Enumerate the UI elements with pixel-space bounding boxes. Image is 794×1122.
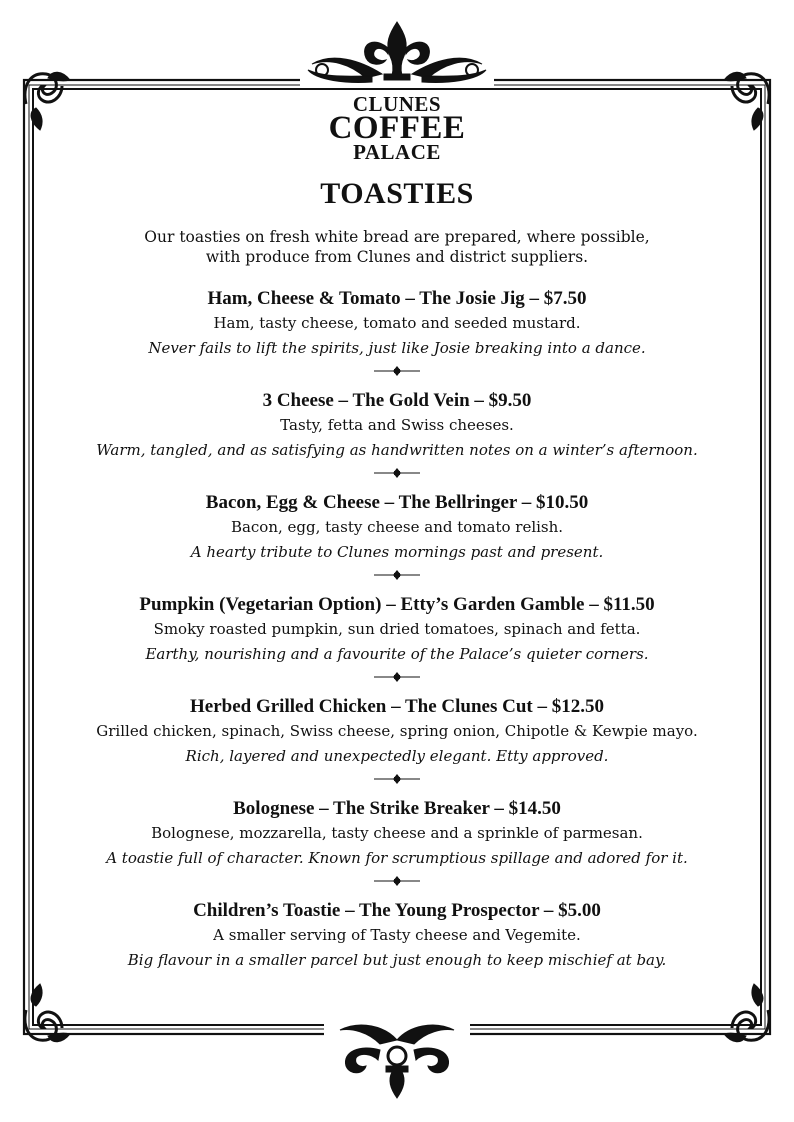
menu-item xyxy=(40,389,754,460)
menu-item-name: Bacon, Egg & Cheese – The Bellringer – $10.50 xyxy=(205,492,589,513)
intro-line-1: Our toasties on fresh white bread are prepared, where possible, xyxy=(144,228,650,246)
menu-item-description: Bolognese, mozzarella, tasty cheese and a sprinkle of parmesan. xyxy=(151,824,643,842)
menu-item xyxy=(40,695,754,766)
fleuron-divider-icon xyxy=(374,874,420,888)
menu-item xyxy=(40,593,754,664)
page-title: TOASTIES xyxy=(320,177,474,210)
menu-item-name: Children’s Toastie – The Young Prospector – $5.00 xyxy=(193,900,601,921)
menu-item-description: Bacon, egg, tasty cheese and tomato relish. xyxy=(230,518,564,536)
menu-item-note: Big flavour in a smaller parcel but just enough to keep mischief at bay. xyxy=(127,951,667,969)
menu-item-name: Pumpkin (Vegetarian Option) – Etty’s Garden Gamble – $11.50 xyxy=(139,594,655,615)
menu-item xyxy=(40,287,754,358)
menu-content xyxy=(40,94,754,970)
menu-item xyxy=(40,797,754,868)
intro-text xyxy=(40,227,754,267)
logo-line-3: PALACE xyxy=(353,140,441,164)
menu-item-note: Earthy, nourishing and a favourite of the Palace’s quieter corners. xyxy=(145,645,649,663)
menu-item-note: Rich, layered and unexpectedly elegant. Etty approved. xyxy=(185,747,609,765)
fleuron-divider-icon xyxy=(374,466,420,480)
brand-logo xyxy=(40,94,754,163)
intro-line-2: with produce from Clunes and district suppliers. xyxy=(205,248,589,266)
fleuron-divider-icon xyxy=(374,568,420,582)
menu-item-name: Ham, Cheese & Tomato – The Josie Jig – $7.50 xyxy=(207,288,587,309)
logo-line-2: COFFEE xyxy=(328,110,466,146)
menu-item-description: Grilled chicken, spinach, Swiss cheese, spring onion, Chipotle & Kewpie mayo. xyxy=(96,722,698,740)
logo-line-1: CLUNES xyxy=(352,92,442,116)
bottom-scroll-ornament-icon xyxy=(324,1024,470,1098)
menu-item-description: Smoky roasted pumpkin, sun dried tomatoes, spinach and fetta. xyxy=(153,620,641,638)
menu-item-name: Herbed Grilled Chicken – The Clunes Cut – $12.50 xyxy=(190,696,604,717)
menu-item-note: Never fails to lift the spirits, just like Josie breaking into a dance. xyxy=(148,339,646,357)
menu-item-description: A smaller serving of Tasty cheese and Vegemite. xyxy=(213,926,581,944)
menu-item xyxy=(40,491,754,562)
fleuron-divider-icon xyxy=(374,670,420,684)
menu-item-description: Ham, tasty cheese, tomato and seeded mustard. xyxy=(213,314,581,332)
menu-item-note: A toastie full of character. Known for scrumptious spillage and adored for it. xyxy=(106,849,688,867)
fleuron-divider-icon xyxy=(374,772,420,786)
menu-item xyxy=(40,899,754,970)
menu-item-name: Bolognese – The Strike Breaker – $14.50 xyxy=(233,798,561,819)
menu-item-note: A hearty tribute to Clunes mornings past and present. xyxy=(190,543,604,561)
top-fleur-de-lis-icon xyxy=(300,22,494,86)
menu-item-note: Warm, tangled, and as satisfying as handwritten notes on a winter’s afternoon. xyxy=(96,441,698,459)
menu-item-name: 3 Cheese – The Gold Vein – $9.50 xyxy=(262,390,532,411)
fleuron-divider-icon xyxy=(374,364,420,378)
menu-item-description: Tasty, fetta and Swiss cheeses. xyxy=(280,416,514,434)
